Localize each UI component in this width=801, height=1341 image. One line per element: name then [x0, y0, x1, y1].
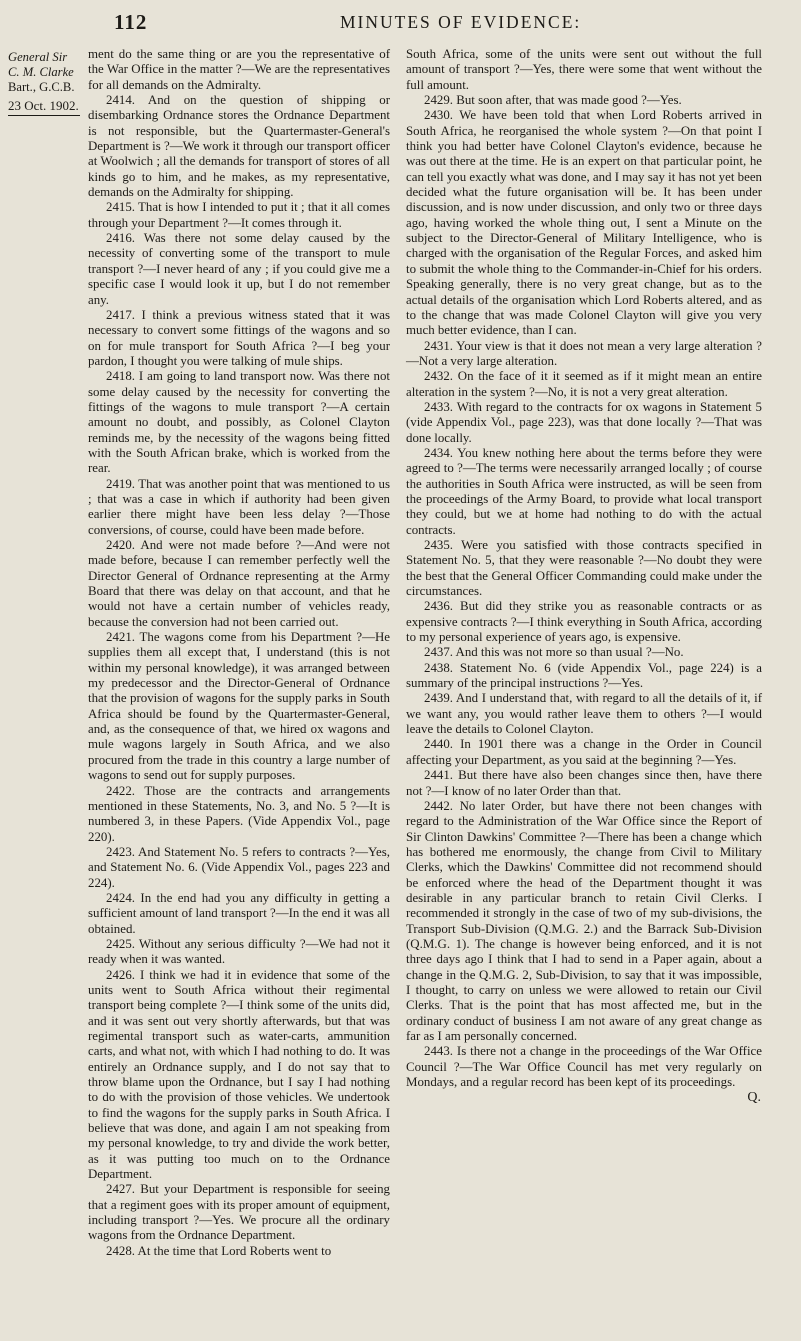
- left-column: [88, 47, 390, 1259]
- paragraph: 2428. At the time that Lord Roberts went to: [106, 1243, 332, 1258]
- paragraph: 2433. With regard to the contracts for ox wagons in Statement 5 (vide Appendix Vol., page 223), was that done locally ?—That was done locally.: [406, 399, 762, 445]
- paragraph: 2430. We have been told that when Lord Roberts arrived in South Africa, he reorganised the whole system ?—On that point I think you had better have Colonel Clayton's evidence, because he was out there at the time. He is an expert on that particular point, he can tell you exactly what was done, and I may say it has not yet been decided what the future organisation will be. It has been under discussion, and is now under discussion, and only two or three days ago, having worked the whole thing out, I sent a Minute on the subject to the Director-General of Military Intelligence, who is charged with the organisation of the Regular Forces, and asked him to submit the whole thing to the Commander-in-Chief for his orders. Speaking generally, there is no very great change, but as to the actual details of the organisation which Lord Roberts altered, and as to the change that was made Colonel Clayton will give you very much better evidence, than I can.: [406, 108, 762, 338]
- running-head: MINUTES OF EVIDENCE:: [340, 12, 582, 32]
- paragraph: 2441. But there have also been changes since then, have there not ?—I know of no later Order than that.: [406, 768, 762, 798]
- paragraph: 2419. That was another point that was mentioned to us ; that was a case in which if authority had been given earlier there might have been less delay ?—Those conversions, of course, could have been made before.: [88, 476, 390, 537]
- paragraph: 2431. Your view is that it does not mean a very large alteration ?—Not a very large alteration.: [406, 338, 762, 368]
- date-underline: [8, 115, 80, 116]
- paragraph: 2438. Statement No. 6 (vide Appendix Vol., page 224) is a summary of the principal instructions ?—Yes.: [406, 660, 762, 691]
- paragraph: 2437. And this was not more so than usual ?—No.: [424, 645, 684, 660]
- page-number: 112: [114, 10, 148, 34]
- paragraph: 2424. In the end had you any difficulty in getting a sufficient amount of land transport ?—In the end it was all obtained.: [88, 890, 390, 936]
- witness-name-line2: C. M. Clarke: [8, 65, 74, 80]
- paragraph: 2418. I am going to land transport now. Was there not some delay caused by the necessity for converting the fittings of the wagons to mule transport ?—A certain amount no doubt, and possibly, as Colonel Clayton reminds me, by the necessity of the wagons being fitted with the South African brake, which is worked from the rear.: [88, 369, 390, 476]
- paragraph: 2436. But did they strike you as reasonable contracts or as expensive contracts ?—I think everything in South Africa, according to my personal experience of years ago, is expensive.: [406, 599, 762, 645]
- witness-title-line: Bart., G.C.B.: [8, 80, 75, 95]
- evidence-date: 23 Oct. 1902.: [8, 97, 79, 113]
- paragraph: 2416. Was there not some delay caused by the necessity of converting some of the transport to mule transport ?—I never heard of any ; if you could give me a specific case I would look it up, but I do not remember any.: [88, 231, 390, 307]
- paragraph: 2434. You knew nothing here about the terms before they were agreed to ?—The terms were necessarily arranged locally ; of course the authorities in South Africa were instructed, as will be seen from the proceedings of the Army Board, to provide what local transport they could, but we at home had nothing to do with the actual contracts.: [406, 445, 762, 537]
- witness-name-line1: General Sir: [8, 50, 68, 64]
- paragraph: 2415. That is how I intended to put it ; that it all comes through your Department ?—It comes through it.: [88, 200, 390, 230]
- edge-mark: Q.: [747, 1090, 761, 1105]
- paragraph: 2426. I think we had it in evidence that some of the units went to South Africa without their regimental transport being complete ?—I think some of the units did, and it was sent out very shortly afterwards, but that was regimental transport such as water-carts, ammunition carts, and what not, with which I had nothing to do. It was entirely an Ordnance supply, and I do not say that to throw blame upon the Ordnance, but I say I had nothing to do with the provision of those vehicles. We undertook to find the wagons for the supply parks in South Africa. I believe that was done, and again I am not speaking from my personal knowledge, to try and divide the work better, as it was putting too much on to the Ordnance Department.: [88, 967, 390, 1182]
- paragraph: 2429. But soon after, that was made good ?—Yes.: [424, 93, 682, 108]
- paragraph: 2421. The wagons come from his Department ?—He supplies them all except that, I understand (this is not within my personal knowledge), it was arranged between my predecessor and the Director-General of Ordnance that the provision of wagons for the supply parks in South Africa should be found by the Quartermaster-General, and, as the consequence of that, we hired ox wagons and mule wagons largely in South Africa, and we also procured from the trade in this country a large number of wagons to send out for supply purposes.: [88, 630, 390, 783]
- page-header: [0, 8, 801, 38]
- paragraph: 2423. And Statement No. 5 refers to contracts ?—Yes, and Statement No. 6. (Vide Appendix Vol., pages 223 and 224).: [88, 844, 390, 890]
- paragraph: 2435. Were you satisfied with those contracts specified in Statement No. 5, that they were reasonable ?—No doubt they were the best that the General Officer Commanding could make under the circumstances.: [406, 538, 762, 599]
- paragraph: 2417. I think a previous witness stated that it was necessary to convert some fittings of the wagons and so on for mule transport for South Africa ?—I beg your pardon, I thought you were talking of mule ships.: [88, 307, 390, 368]
- paragraph: 2422. Those are the contracts and arrangements mentioned in these Statements, No. 3, and No. 5 ?—It is numbered 3, in these Papers. (Vide Appendix Vol., page 220).: [88, 783, 390, 844]
- witness-margin-note: [8, 50, 84, 116]
- paragraph: 2443. Is there not a change in the proceedings of the War Office Council ?—The War Office Council has met very regularly on Mondays, and a regular record has been kept of its proceedings.: [406, 1044, 762, 1090]
- paragraph: 2425. Without any serious difficulty ?—We had not it ready when it was wanted.: [88, 936, 390, 967]
- paragraph: 2420. And were not made before ?—And were not made before, because I can remember perfectly well the Director General of Ordnance representing at the Army Board that there was delay on that account, and that he would not have a certain number of vehicles ready, because the conversion had not been carried out.: [88, 538, 390, 629]
- paragraph: South Africa, some of the units were sent out without the full amount of transport ?—Yes, there were some that went without the full amount.: [406, 47, 762, 92]
- paragraph: ment do the same thing or are you the representative of the War Office in the matter ?—We are the representatives for all demands on the Admiralty.: [88, 47, 390, 92]
- right-column: [406, 47, 762, 1090]
- paragraph: 2432. On the face of it it seemed as if it might mean an entire alteration in the system ?—No, it is not a very great alteration.: [406, 369, 762, 399]
- paragraph: 2440. In 1901 there was a change in the Order in Council affecting your Department, as you said at the beginning ?—Yes.: [406, 737, 762, 767]
- paragraph: 2427. But your Department is responsible for seeing that a regiment goes with its proper amount of equipment, including transport ?—Yes. We procure all the ordinary wagons from the Ordnance Department.: [88, 1182, 390, 1243]
- paragraph: 2442. No later Order, but have there not been changes with regard to the Administration of the War Office since the Report of Sir Clinton Dawkins' Committee ?—There has been a change which has bothered me enormously, the change from Civil to Military Clerks, which the Dawkins' Committee did not recommend should be enforced where the head of the Department thought it was desirable in any particular branch to retain Civil Clerks. I recommended it strongly in the case of two of my sub-divisions, the Transport Sub-Division (Q.M.G. 2.) and the Barrack Sub-Division (Q.M.G. 1). The change is however being enforced, and it is not three days ago I think that I had to send in a Paper again, about a change in the Q.M.G. 2, Sub-Division, to say that it was impossible, I thought, to carry on unless we were allowed to retain our Civil Clerks. That is the point that has most affected me, but in the ordinary conduct of business I am not aware of any great change as far as I am personally concerned.: [406, 798, 762, 1043]
- paragraph: 2414. And on the question of shipping or disembarking Ordnance stores the Ordnance Department is not responsible, but the Quartermaster-General's Department is ?—We work it through our transport officer at Woolwich ; all the demands for transport of stores of all kinds go to him, and he makes, as my representative, demands on the Admiralty for shipping.: [88, 93, 390, 200]
- paragraph: 2439. And I understand that, with regard to all the details of it, if we want any, you would rather leave them to others ?—I would leave the details to Colonel Clayton.: [406, 691, 762, 737]
